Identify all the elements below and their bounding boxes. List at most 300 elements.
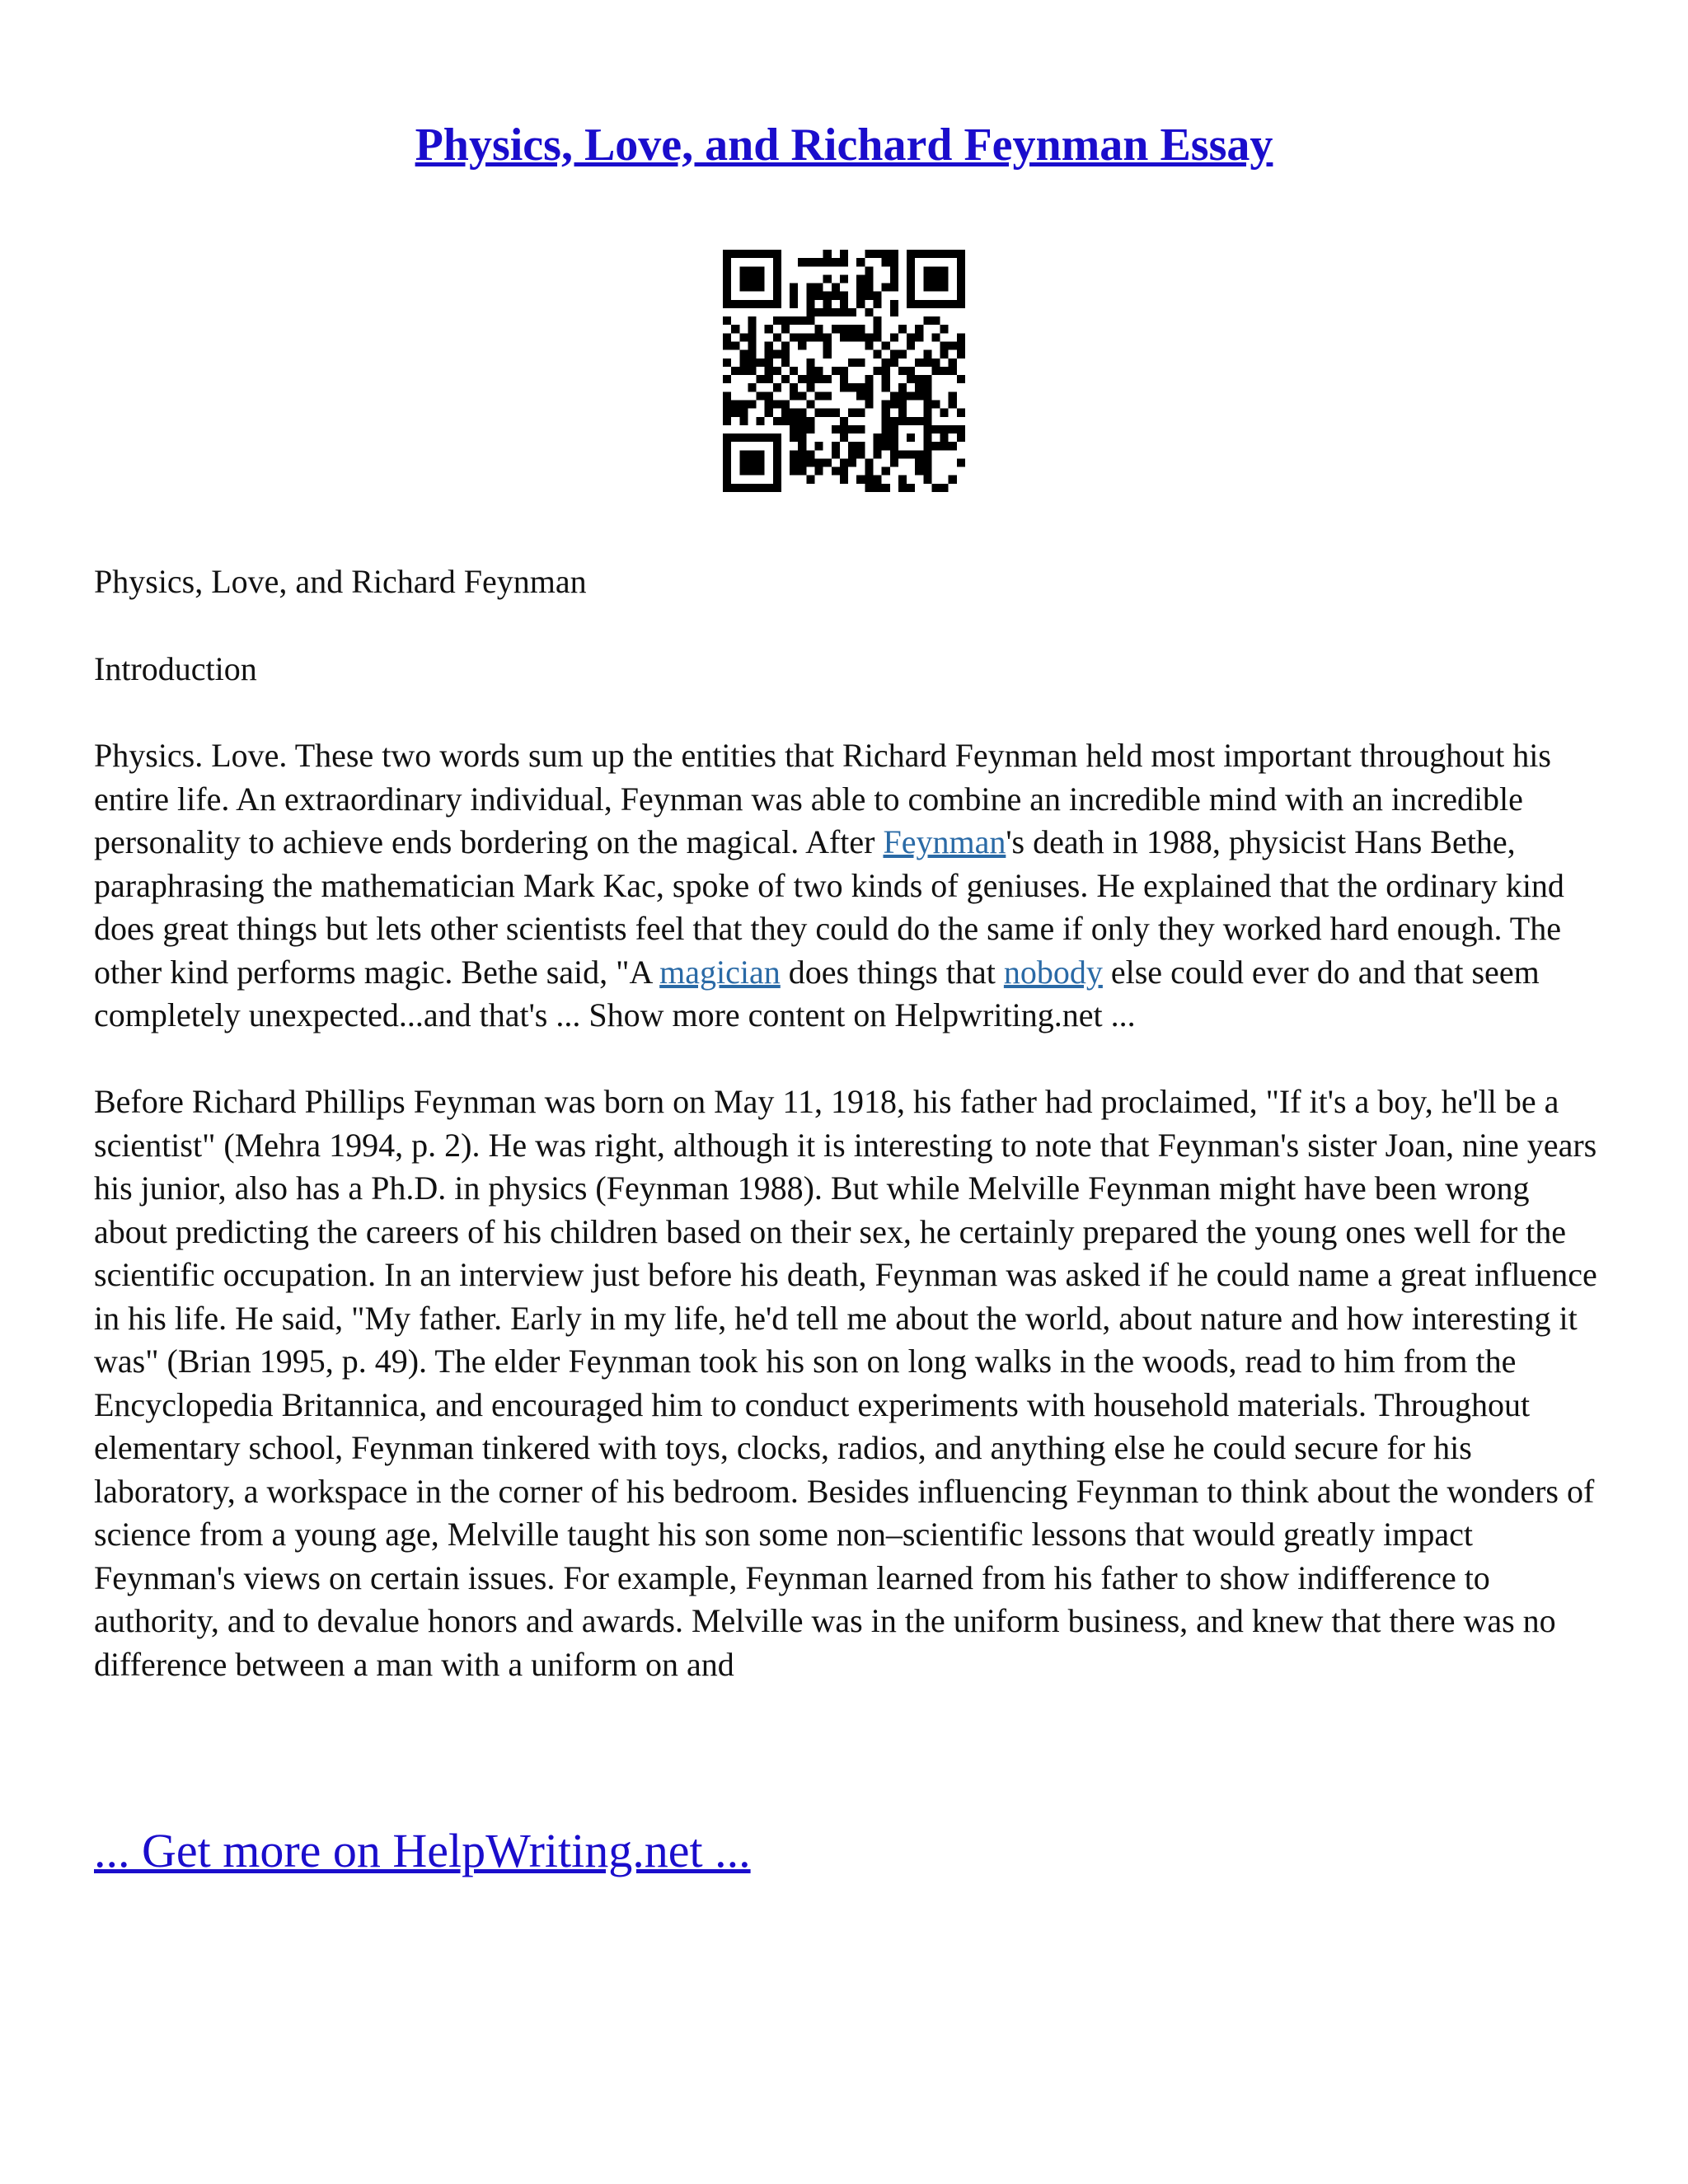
qr-module xyxy=(806,400,814,408)
qr-module xyxy=(739,367,748,375)
qr-module xyxy=(865,484,873,492)
qr-module xyxy=(781,409,790,417)
qr-module xyxy=(898,484,907,492)
qr-module xyxy=(773,284,781,292)
qr-module xyxy=(723,250,731,258)
qr-module xyxy=(931,400,940,408)
qr-module xyxy=(765,400,773,408)
qr-module xyxy=(832,367,840,375)
qr-module xyxy=(882,442,890,450)
magician-link[interactable]: magician xyxy=(659,953,781,991)
qr-module xyxy=(773,467,781,476)
qr-module xyxy=(773,316,781,325)
qr-module xyxy=(815,409,823,417)
qr-module xyxy=(748,400,756,408)
qr-module xyxy=(856,300,865,308)
qr-module xyxy=(923,467,931,476)
qr-module xyxy=(907,333,915,341)
qr-module xyxy=(840,300,848,308)
qr-module xyxy=(798,425,806,434)
qr-module xyxy=(890,250,898,258)
qr-module xyxy=(757,391,765,400)
qr-module xyxy=(856,442,865,450)
qr-module xyxy=(898,350,907,359)
qr-module xyxy=(748,333,756,341)
qr-module xyxy=(739,274,748,283)
qr-module xyxy=(757,434,765,442)
qr-module xyxy=(907,284,915,292)
qr-module xyxy=(923,409,931,417)
qr-module xyxy=(781,375,790,383)
qr-module xyxy=(907,250,915,258)
qr-module xyxy=(865,308,873,316)
qr-module xyxy=(848,458,856,466)
qr-module xyxy=(731,342,739,350)
qr-module xyxy=(731,409,739,417)
qr-module xyxy=(940,266,949,274)
qr-module xyxy=(890,442,898,450)
qr-module xyxy=(940,434,949,442)
qr-module xyxy=(907,417,915,425)
qr-module xyxy=(898,367,907,375)
qr-module xyxy=(773,250,781,258)
qr-module xyxy=(940,442,949,450)
qr-module xyxy=(923,400,931,408)
qr-module xyxy=(773,383,781,391)
qr-module xyxy=(773,300,781,308)
qr-module xyxy=(848,442,856,450)
qr-module xyxy=(915,250,923,258)
qr-module xyxy=(765,391,773,400)
qr-module xyxy=(898,476,907,484)
qr-module xyxy=(840,383,848,391)
qr-module xyxy=(923,375,931,383)
qr-module xyxy=(757,417,765,425)
qr-module xyxy=(739,400,748,408)
qr-module xyxy=(723,359,731,367)
qr-module xyxy=(815,467,823,476)
qr-module xyxy=(865,467,873,476)
qr-module xyxy=(748,450,756,458)
qr-module xyxy=(940,484,949,492)
qr-module xyxy=(739,250,748,258)
qr-module xyxy=(739,266,748,274)
qr-module xyxy=(856,258,865,266)
qr-module xyxy=(723,300,731,308)
qr-module xyxy=(890,425,898,434)
qr-module xyxy=(890,300,898,308)
qr-module xyxy=(723,316,731,325)
qr-module xyxy=(915,359,923,367)
qr-module xyxy=(907,274,915,283)
qr-module xyxy=(865,333,873,341)
qr-module xyxy=(773,450,781,458)
qr-module xyxy=(957,458,965,466)
qr-module xyxy=(898,450,907,458)
qr-module xyxy=(757,484,765,492)
qr-module xyxy=(748,458,756,466)
qr-module xyxy=(815,367,823,375)
qr-module xyxy=(723,467,731,476)
qr-module xyxy=(798,342,806,350)
qr-module xyxy=(898,417,907,425)
qr-module xyxy=(940,284,949,292)
qr-module xyxy=(806,450,814,458)
qr-module xyxy=(873,316,881,325)
qr-module xyxy=(907,266,915,274)
qr-module xyxy=(731,300,739,308)
qr-module xyxy=(757,266,765,274)
qr-module xyxy=(765,434,773,442)
qr-module xyxy=(915,300,923,308)
qr-module xyxy=(907,258,915,266)
qr-module xyxy=(882,342,890,350)
qr-module xyxy=(790,417,798,425)
qr-module xyxy=(773,400,781,408)
qr-module xyxy=(832,409,840,417)
qr-module xyxy=(823,292,832,300)
qr-module xyxy=(957,434,965,442)
qr-module xyxy=(882,383,890,391)
qr-module xyxy=(798,375,806,383)
qr-module xyxy=(773,333,781,341)
qr-module xyxy=(781,400,790,408)
qr-module xyxy=(840,476,848,484)
qr-module xyxy=(931,359,940,367)
qr-module xyxy=(832,425,840,434)
qr-module xyxy=(739,409,748,417)
section-heading xyxy=(94,648,1602,691)
qr-module xyxy=(949,367,957,375)
qr-module xyxy=(739,284,748,292)
qr-module xyxy=(798,442,806,450)
qr-module xyxy=(815,375,823,383)
qr-module xyxy=(856,409,865,417)
qr-module xyxy=(806,258,814,266)
qr-module xyxy=(949,400,957,408)
qr-module xyxy=(739,359,748,367)
qr-module xyxy=(815,442,823,450)
qr-module xyxy=(890,258,898,266)
subtitle-text: Physics, Love, and Richard Feynman xyxy=(94,563,587,600)
qr-module xyxy=(848,409,856,417)
qr-module xyxy=(832,442,840,450)
qr-module xyxy=(890,400,898,408)
qr-module xyxy=(873,292,881,300)
qr-module xyxy=(748,266,756,274)
qr-module xyxy=(915,458,923,466)
qr-module xyxy=(832,325,840,333)
qr-module xyxy=(748,274,756,283)
qr-module xyxy=(949,300,957,308)
qr-module xyxy=(865,284,873,292)
qr-module xyxy=(923,476,931,484)
qr-module xyxy=(765,375,773,383)
qr-module xyxy=(723,391,731,400)
qr-module xyxy=(890,266,898,274)
qr-module xyxy=(773,442,781,450)
qr-module xyxy=(915,383,923,391)
qr-module xyxy=(823,250,832,258)
qr-module xyxy=(949,476,957,484)
qr-module xyxy=(748,300,756,308)
qr-module xyxy=(957,409,965,417)
qr-module xyxy=(882,258,890,266)
qr-module xyxy=(815,325,823,333)
get-more-section xyxy=(94,1821,751,1881)
qr-module xyxy=(923,450,931,458)
qr-module xyxy=(739,484,748,492)
qr-module xyxy=(815,258,823,266)
qr-module xyxy=(949,425,957,434)
qr-module xyxy=(856,425,865,434)
qr-module xyxy=(815,391,823,400)
qr-module xyxy=(890,350,898,359)
qr-module xyxy=(806,300,814,308)
qr-module xyxy=(923,359,931,367)
paragraph-intro-part1: Physics. Love. These two words sum up the entities that Richard Feynman held most important throughout his entire life. An extraordinary individual, Feynman was able to combine an incredible mind with an incredible personality to achieve ends bordering on the magical. After xyxy=(94,737,1551,860)
qr-module xyxy=(765,300,773,308)
qr-module xyxy=(731,400,739,408)
qr-module xyxy=(865,458,873,466)
qr-module xyxy=(848,359,856,367)
qr-module xyxy=(823,391,832,400)
qr-module xyxy=(790,409,798,417)
qr-module xyxy=(907,342,915,350)
qr-module xyxy=(773,476,781,484)
qr-module xyxy=(873,450,881,458)
qr-module xyxy=(840,250,848,258)
qr-module xyxy=(890,284,898,292)
qr-module xyxy=(957,274,965,283)
qr-module xyxy=(882,467,890,476)
qr-module xyxy=(723,409,731,417)
qr-module xyxy=(923,284,931,292)
qr-module xyxy=(915,375,923,383)
qr-module xyxy=(940,274,949,283)
qr-module xyxy=(723,266,731,274)
qr-module xyxy=(856,292,865,300)
qr-module xyxy=(890,434,898,442)
qr-module xyxy=(890,450,898,458)
qr-module xyxy=(931,266,940,274)
qr-module xyxy=(790,383,798,391)
qr-module xyxy=(923,350,931,359)
qr-module xyxy=(781,342,790,350)
qr-module xyxy=(873,333,881,341)
qr-module xyxy=(873,434,881,442)
qr-module xyxy=(739,434,748,442)
qr-module xyxy=(790,292,798,300)
qr-module xyxy=(898,400,907,408)
qr-module xyxy=(882,284,890,292)
qr-module xyxy=(773,484,781,492)
qr-module xyxy=(848,383,856,391)
qr-module xyxy=(823,333,832,341)
qr-module xyxy=(957,342,965,350)
qr-module xyxy=(907,434,915,442)
qr-module xyxy=(806,359,814,367)
qr-module xyxy=(923,300,931,308)
qr-module xyxy=(856,391,865,400)
qr-module xyxy=(773,458,781,466)
qr-module xyxy=(840,292,848,300)
qr-module xyxy=(940,250,949,258)
qr-module xyxy=(949,359,957,367)
qr-module xyxy=(907,450,915,458)
qr-module xyxy=(882,409,890,417)
qr-module xyxy=(723,484,731,492)
qr-module xyxy=(940,300,949,308)
qr-module xyxy=(773,434,781,442)
qr-module xyxy=(723,400,731,408)
paragraph-intro-part3: does things that xyxy=(780,953,1004,991)
qr-module xyxy=(806,375,814,383)
qr-module xyxy=(739,450,748,458)
qr-module xyxy=(723,333,731,341)
qr-module xyxy=(915,325,923,333)
qr-module xyxy=(773,274,781,283)
qr-module xyxy=(957,350,965,359)
qr-module xyxy=(806,417,814,425)
paragraph-intro xyxy=(94,734,1602,1038)
qr-module xyxy=(723,417,731,425)
qr-module xyxy=(815,292,823,300)
qr-module xyxy=(915,333,923,341)
qr-module xyxy=(832,284,840,292)
qr-module xyxy=(949,250,957,258)
section-heading-text: Introduction xyxy=(94,650,257,687)
qr-module xyxy=(865,375,873,383)
qr-module xyxy=(840,258,848,266)
qr-module xyxy=(882,367,890,375)
qr-module xyxy=(723,258,731,266)
qr-module xyxy=(840,417,848,425)
title-link[interactable]: Physics, Love, and Richard Feynman Essay xyxy=(415,120,1273,171)
qr-module xyxy=(765,350,773,359)
qr-module xyxy=(798,434,806,442)
qr-module xyxy=(832,292,840,300)
nobody-link[interactable]: nobody xyxy=(1003,953,1103,991)
qr-module xyxy=(731,250,739,258)
qr-module xyxy=(723,458,731,466)
qr-module xyxy=(907,367,915,375)
qr-module xyxy=(739,417,748,425)
qr-module xyxy=(773,417,781,425)
qr-module xyxy=(832,308,840,316)
qr-module xyxy=(907,484,915,492)
qr-module xyxy=(790,434,798,442)
qr-module xyxy=(731,325,739,333)
qr-module xyxy=(957,258,965,266)
qr-module xyxy=(765,367,773,375)
qr-module xyxy=(848,325,856,333)
qr-module xyxy=(865,292,873,300)
qr-module xyxy=(757,274,765,283)
qr-module xyxy=(856,325,865,333)
qr-module xyxy=(882,425,890,434)
qr-code-graphic xyxy=(723,250,965,492)
qr-module xyxy=(949,442,957,450)
paragraph-intro-part2: 's death in 1988, physicist Hans Bethe, paraphrasing the mathematician Mark Kac, spoke of two kinds of geniuses. He explained that the ordinary kind does great things but lets other scientists feel that they could do the same if only they worked hard enough. The other kind performs magic. Bethe said, "A xyxy=(94,823,1564,991)
qr-module xyxy=(865,400,873,408)
qr-module xyxy=(748,367,756,375)
qr-module xyxy=(798,333,806,341)
qr-module xyxy=(865,383,873,391)
qr-module xyxy=(957,425,965,434)
qr-module xyxy=(765,325,773,333)
qr-module xyxy=(923,266,931,274)
paragraph-intro-part4: else could ever do and that seem completely unexpected...and that's ... Show more content on Helpwriting.net ... xyxy=(94,953,1540,1033)
qr-module xyxy=(748,350,756,359)
qr-module xyxy=(790,391,798,400)
qr-module xyxy=(815,284,823,292)
qr-module xyxy=(798,391,806,400)
qr-module xyxy=(931,333,940,341)
qr-module xyxy=(890,458,898,466)
qr-module xyxy=(806,383,814,391)
qr-module xyxy=(873,250,881,258)
qr-module xyxy=(840,308,848,316)
qr-module xyxy=(790,467,798,476)
qr-module xyxy=(790,458,798,466)
qr-module xyxy=(907,292,915,300)
qr-module xyxy=(840,325,848,333)
qr-module xyxy=(840,333,848,341)
qr-module xyxy=(723,274,731,283)
qr-module xyxy=(890,359,898,367)
qr-module xyxy=(915,391,923,400)
qr-module xyxy=(898,383,907,391)
qr-module xyxy=(765,342,773,350)
qr-module xyxy=(940,367,949,375)
qr-module xyxy=(823,375,832,383)
qr-module xyxy=(757,284,765,292)
qr-module xyxy=(823,409,832,417)
qr-module xyxy=(798,417,806,425)
qr-module xyxy=(739,350,748,359)
qr-module xyxy=(873,484,881,492)
qr-module xyxy=(931,367,940,375)
qr-module xyxy=(748,325,756,333)
qr-module xyxy=(806,292,814,300)
qr-module xyxy=(957,300,965,308)
paragraph-biography-text: Before Richard Phillips Feynman was born on May 11, 1918, his father had proclaimed, "If it's a boy, he'll be a scientist" (Mehra 1994, p. 2). He was right, although it is interesting to note that Feynman's sister Joan, nine years his junior, also has a Ph.D. in physics (Feynman 1988). But while Melville Feynman might have been wrong about predicting the careers of his children based on their sex, he certainly prepared the young ones well for the scientific occupation. In an interview just before his death, Feynman was asked if he could name a great influence in his life. He said, "My father. Early in my life, he'd tell me about the world, about nature and how interesting it was" (Brian 1995, p. 49). The elder Feynman took his son on long walks in the woods, read to him from the Encyclopedia Britannica, and encouraged him to conduct experiments with household materials. Throughout elementary school, Feynman tinkered with toys, clocks, radios, and anything else he could secure for his laboratory, a workspace in the corner of his bedroom. Besides influencing Feynman to think about the wonders of science from a young age, Melville taught his son some non–scientific lessons that would greatly impact Feynman's views on certain issues. For example, Feynman learned from his father to show indifference to authority, and to devalue honors and awards. Melville was in the uniform business, and knew that there was no difference between a man with a uniform on and xyxy=(94,1083,1597,1683)
qr-module xyxy=(856,274,865,283)
qr-module xyxy=(790,450,798,458)
qr-module xyxy=(890,274,898,283)
qr-module xyxy=(748,467,756,476)
qr-module xyxy=(873,325,881,333)
qr-module xyxy=(957,284,965,292)
qr-module xyxy=(890,333,898,341)
qr-module xyxy=(848,450,856,458)
qr-module xyxy=(931,250,940,258)
qr-module xyxy=(882,375,890,383)
qr-module xyxy=(806,367,814,375)
qr-module xyxy=(731,484,739,492)
qr-module xyxy=(765,359,773,367)
feynman-link[interactable]: Feynman xyxy=(883,823,1006,860)
qr-module xyxy=(773,350,781,359)
get-more-link[interactable]: ... Get more on HelpWriting.net ... xyxy=(94,1824,751,1877)
qr-module xyxy=(931,425,940,434)
qr-module xyxy=(757,458,765,466)
qr-module xyxy=(940,425,949,434)
qr-module xyxy=(907,375,915,383)
qr-module xyxy=(923,417,931,425)
qr-module xyxy=(781,350,790,359)
